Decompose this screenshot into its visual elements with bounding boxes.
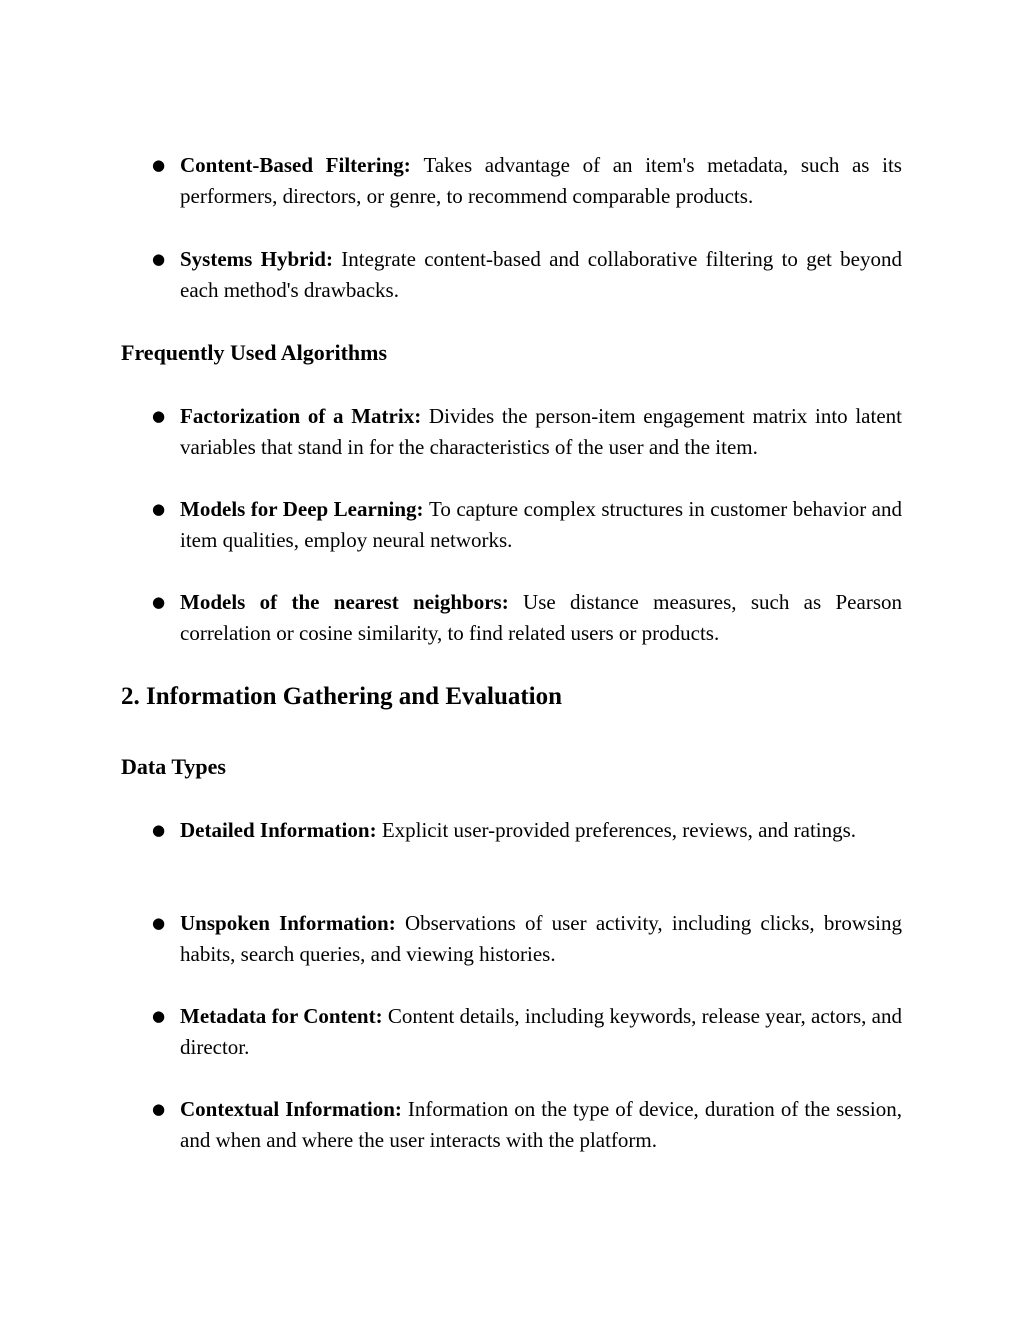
item-term: Contextual Information: [180, 1097, 408, 1121]
item-text: Observations of user activity, including clicks, browsing habits, search queries, and viewing histories. [180, 911, 902, 966]
item-text: Takes advantage of an item's metadata, such as its performers, directors, or genre, to recommend comparable products. [180, 153, 902, 208]
list-item-nearest-neighbors [152, 587, 902, 649]
item-term: Systems Hybrid: [180, 247, 342, 271]
item-term: Content-Based Filtering: [180, 153, 424, 177]
list-item-content-based-filtering [152, 150, 902, 212]
bullet-icon: ● [152, 500, 166, 518]
item-term: Models for Deep Learning: [180, 497, 429, 521]
bullet-icon: ● [152, 407, 166, 425]
list-item-detailed-information [152, 815, 902, 846]
bullet-icon: ● [152, 914, 166, 932]
heading-frequently-used-algorithms: Frequently Used Algorithms [121, 340, 388, 365]
list-item-deep-learning [152, 494, 902, 556]
item-term: Metadata for Content: [180, 1004, 388, 1028]
item-term: Models of the nearest neighbors: [180, 590, 524, 614]
item-text: Use distance measures, such as Pearson correlation or cosine similarity, to find related users or products. [180, 590, 902, 645]
item-text: Divides the person-item engagement matrix into latent variables that stand in for the characteristics of the user and the item. [180, 404, 902, 459]
item-term: Detailed Information: [180, 818, 382, 842]
heading-information-gathering: 2. Information Gathering and Evaluation [121, 683, 563, 710]
item-text: Information on the type of device, duration of the session, and when and where the user interacts with the platform. [180, 1097, 903, 1152]
list-item-unspoken-information [152, 908, 902, 970]
item-text: Explicit user-provided preferences, reviews, and ratings. [381, 818, 857, 842]
list-item-contextual-information [152, 1094, 903, 1156]
bullet-icon: ● [152, 156, 166, 174]
item-text: Content details, including keywords, release year, actors, and director. [180, 1004, 902, 1059]
list-item-matrix-factorization [152, 401, 902, 463]
list-item-systems-hybrid [152, 244, 902, 306]
bullet-icon: ● [152, 1007, 166, 1025]
bullet-icon: ● [152, 593, 166, 611]
item-term: Unspoken Information: [180, 911, 405, 935]
bullet-icon: ● [152, 250, 166, 268]
item-text: Integrate content-based and collaborative filtering to get beyond each method's drawbacks. [180, 247, 902, 302]
list-item-metadata-for-content [152, 1001, 902, 1063]
item-text: To capture complex structures in customer behavior and item qualities, employ neural networks. [180, 497, 902, 552]
heading-data-types: Data Types [121, 754, 226, 779]
item-term: Factorization of a Matrix: [180, 404, 429, 428]
bullet-icon: ● [152, 821, 166, 839]
bullet-icon: ● [152, 1100, 166, 1118]
